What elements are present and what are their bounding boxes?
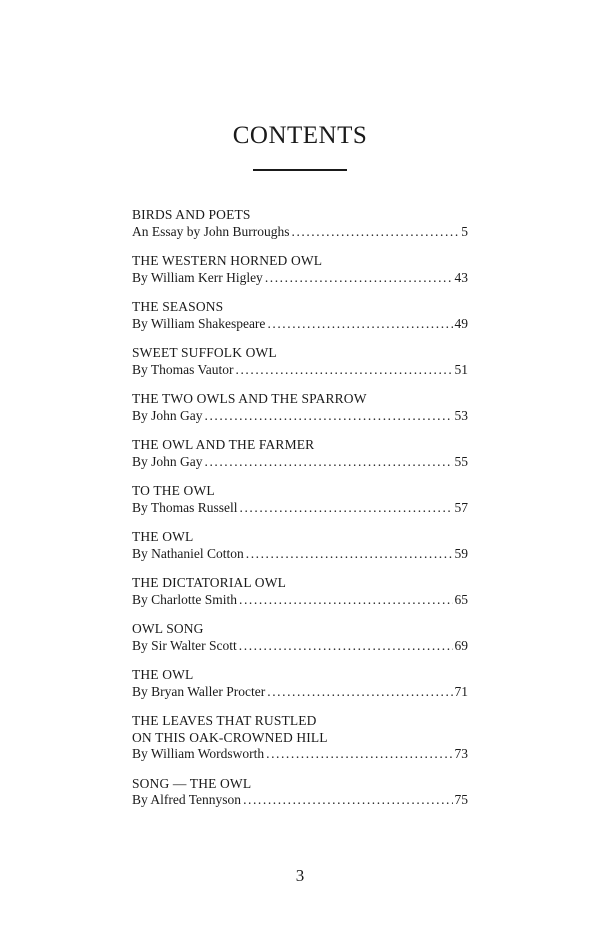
dot-leader (265, 270, 453, 287)
dot-leader (292, 224, 460, 241)
toc-entry-author: By Thomas Vautor (132, 361, 234, 377)
toc-entry[interactable] (132, 253, 468, 286)
toc-entry[interactable] (132, 575, 468, 608)
toc-entry-author: By John Gay (132, 407, 203, 423)
dot-leader (266, 746, 452, 763)
toc-entry[interactable] (132, 207, 468, 240)
toc-entry-title: THE OWL AND THE FARMER (132, 437, 315, 452)
toc-entry-author: By Alfred Tennyson (132, 792, 242, 807)
toc-entry-title: SWEET SUFFOLK OWL (132, 345, 277, 360)
toc-entry-author: By Thomas Russell (132, 499, 238, 515)
page-number: 3 (295, 866, 305, 885)
toc-entry[interactable] (132, 345, 468, 378)
toc-entry-author: By Bryan Waller Procter (132, 683, 266, 699)
toc-entry-page: 65 (454, 591, 468, 607)
dot-leader (267, 316, 452, 333)
toc-entry-page: 43 (454, 269, 468, 285)
page-title: CONTENTS (232, 122, 368, 149)
toc-entry-author: By Sir Walter Scott (132, 637, 237, 653)
toc-entry-title: TO THE OWL (132, 483, 215, 498)
dot-leader (205, 408, 453, 425)
toc-entry-page: 59 (454, 545, 468, 561)
dot-leader (243, 792, 452, 809)
dot-leader (240, 500, 453, 517)
dot-leader (205, 454, 453, 471)
toc-entry[interactable] (132, 391, 468, 424)
toc-entry-title: SONG — THE OWL (132, 775, 252, 791)
dot-leader (267, 684, 452, 701)
toc-entry-page: 69 (454, 637, 468, 653)
dot-leader (239, 638, 453, 655)
toc-entry-title: THE SEASONS (132, 299, 224, 314)
toc-entry-title: THE OWL (132, 529, 194, 544)
toc-entry-author: By John Gay (132, 453, 203, 469)
toc-entry-page: 57 (454, 499, 468, 515)
toc-entry-author: By William Kerr Higley (132, 269, 263, 285)
toc-entry[interactable] (132, 667, 468, 700)
toc-entry-title: THE LEAVES THAT RUSTLED ON THIS OAK-CROWNED HILL (132, 713, 328, 745)
toc-entry[interactable] (132, 483, 468, 516)
toc-entry-page: 49 (454, 315, 468, 331)
toc-entry[interactable] (132, 713, 468, 763)
toc-entry-page: 71 (454, 683, 468, 699)
toc-entry-page: 53 (454, 407, 468, 423)
toc-entry-page: 55 (454, 453, 468, 469)
toc-entry-page: 5 (461, 223, 468, 239)
toc-entry[interactable] (132, 621, 468, 654)
toc-entry[interactable] (132, 529, 468, 562)
toc-entry[interactable] (132, 437, 468, 470)
toc-entry-title: THE TWO OWLS AND THE SPARROW (132, 391, 367, 406)
toc-entry-author: By William Wordsworth (132, 746, 265, 761)
toc-entry-title: OWL SONG (132, 621, 204, 636)
toc-entry-title: BIRDS AND POETS (132, 207, 251, 222)
toc-entry-page: 73 (454, 746, 468, 761)
dot-leader (239, 592, 452, 609)
toc-entry-page: 51 (454, 361, 468, 377)
title-divider (253, 169, 347, 171)
toc-entry-author: By Charlotte Smith (132, 591, 238, 607)
toc-entry-author: By Nathaniel Cotton (132, 545, 244, 561)
toc-entry-title: THE WESTERN HORNED OWL (132, 253, 323, 268)
toc-entry-author: An Essay by John Burroughs (132, 223, 290, 239)
toc-entry-page: 75 (454, 792, 468, 807)
dot-leader (246, 546, 453, 563)
table-of-contents (132, 207, 468, 822)
toc-entry[interactable] (132, 776, 468, 809)
toc-entry-title: THE DICTATORIAL OWL (132, 575, 286, 590)
dot-leader (236, 362, 453, 379)
toc-entry-author: By William Shakespeare (132, 315, 266, 331)
toc-entry[interactable] (132, 299, 468, 332)
toc-entry-title: THE OWL (132, 667, 194, 682)
